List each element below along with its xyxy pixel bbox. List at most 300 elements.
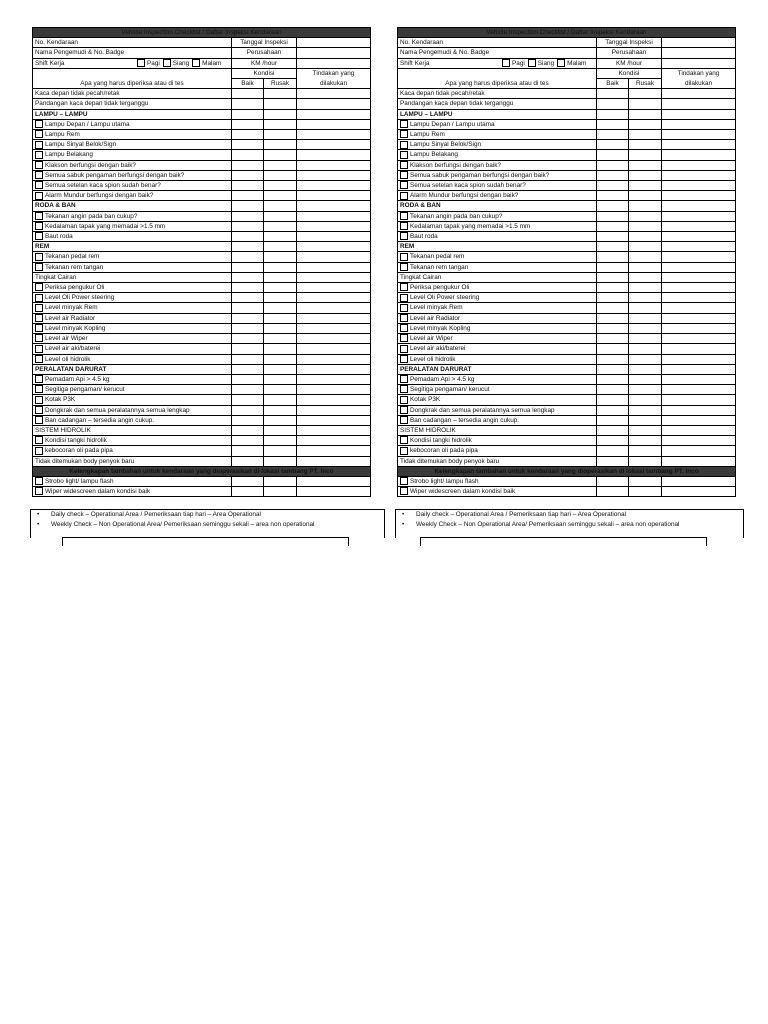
action-cell[interactable] [662, 415, 736, 425]
condition-damaged-cell[interactable] [264, 272, 297, 282]
action-cell[interactable] [662, 446, 736, 456]
action-cell[interactable] [297, 385, 371, 395]
action-cell[interactable] [662, 109, 736, 119]
condition-damaged-cell[interactable] [629, 354, 662, 364]
condition-good-cell[interactable] [232, 181, 264, 191]
checkbox-icon[interactable] [35, 436, 43, 444]
action-cell[interactable] [662, 191, 736, 201]
condition-damaged-cell[interactable] [264, 293, 297, 303]
checkbox-icon[interactable] [502, 59, 510, 67]
action-cell[interactable] [662, 211, 736, 221]
checkbox-icon[interactable] [35, 385, 43, 393]
condition-good-cell[interactable] [597, 89, 629, 99]
condition-damaged-cell[interactable] [264, 344, 297, 354]
condition-good-cell[interactable] [232, 425, 264, 435]
checkbox-icon[interactable] [35, 263, 43, 271]
action-cell[interactable] [297, 130, 371, 140]
checkbox-icon[interactable] [400, 212, 408, 220]
checkbox-icon[interactable] [400, 263, 408, 271]
checkbox-icon[interactable] [35, 447, 43, 455]
action-cell[interactable] [297, 242, 371, 252]
checkbox-icon[interactable] [400, 314, 408, 322]
condition-good-cell[interactable] [232, 303, 264, 313]
checkbox-icon[interactable] [35, 294, 43, 302]
condition-good-cell[interactable] [232, 476, 264, 486]
condition-damaged-cell[interactable] [629, 313, 662, 323]
condition-damaged-cell[interactable] [264, 99, 297, 109]
condition-good-cell[interactable] [232, 221, 264, 231]
shift-option-pagi[interactable] [137, 59, 163, 68]
action-cell[interactable] [297, 160, 371, 170]
condition-good-cell[interactable] [232, 374, 264, 384]
action-cell[interactable] [662, 181, 736, 191]
condition-good-cell[interactable] [232, 170, 264, 180]
action-cell[interactable] [297, 211, 371, 221]
checkbox-icon[interactable] [400, 334, 408, 342]
km-field[interactable] [297, 58, 371, 68]
condition-damaged-cell[interactable] [264, 436, 297, 446]
condition-damaged-cell[interactable] [264, 232, 297, 242]
condition-good-cell[interactable] [597, 191, 629, 201]
checkbox-icon[interactable] [557, 59, 565, 67]
action-cell[interactable] [662, 262, 736, 272]
shift-option-siang[interactable] [163, 59, 192, 68]
checkbox-icon[interactable] [35, 477, 43, 485]
checkbox-icon[interactable] [35, 416, 43, 424]
condition-damaged-cell[interactable] [629, 232, 662, 242]
action-cell[interactable] [662, 221, 736, 231]
checkbox-icon[interactable] [35, 253, 43, 261]
condition-good-cell[interactable] [232, 323, 264, 333]
condition-damaged-cell[interactable] [264, 395, 297, 405]
checkbox-icon[interactable] [35, 487, 43, 495]
action-cell[interactable] [297, 252, 371, 262]
condition-good-cell[interactable] [597, 476, 629, 486]
condition-damaged-cell[interactable] [264, 323, 297, 333]
condition-good-cell[interactable] [597, 395, 629, 405]
condition-damaged-cell[interactable] [264, 262, 297, 272]
condition-damaged-cell[interactable] [629, 201, 662, 211]
condition-damaged-cell[interactable] [629, 456, 662, 466]
checkbox-icon[interactable] [35, 324, 43, 332]
condition-damaged-cell[interactable] [264, 415, 297, 425]
condition-damaged-cell[interactable] [629, 150, 662, 160]
action-cell[interactable] [297, 170, 371, 180]
action-cell[interactable] [297, 99, 371, 109]
checkbox-icon[interactable] [35, 304, 43, 312]
action-cell[interactable] [662, 242, 736, 252]
checkbox-icon[interactable] [35, 171, 43, 179]
condition-damaged-cell[interactable] [264, 109, 297, 119]
condition-good-cell[interactable] [597, 232, 629, 242]
condition-good-cell[interactable] [597, 436, 629, 446]
shift-option-malam[interactable] [192, 59, 224, 68]
action-cell[interactable] [297, 415, 371, 425]
checkbox-icon[interactable] [400, 385, 408, 393]
action-cell[interactable] [297, 405, 371, 415]
condition-damaged-cell[interactable] [629, 283, 662, 293]
condition-good-cell[interactable] [232, 191, 264, 201]
checkbox-icon[interactable] [400, 141, 408, 149]
condition-good-cell[interactable] [597, 303, 629, 313]
condition-good-cell[interactable] [597, 160, 629, 170]
condition-damaged-cell[interactable] [629, 242, 662, 252]
company-field[interactable] [662, 48, 736, 58]
action-cell[interactable] [297, 476, 371, 486]
condition-damaged-cell[interactable] [264, 334, 297, 344]
condition-damaged-cell[interactable] [629, 476, 662, 486]
condition-damaged-cell[interactable] [629, 221, 662, 231]
action-cell[interactable] [297, 354, 371, 364]
condition-good-cell[interactable] [232, 160, 264, 170]
action-cell[interactable] [297, 293, 371, 303]
condition-good-cell[interactable] [232, 334, 264, 344]
condition-damaged-cell[interactable] [264, 211, 297, 221]
condition-damaged-cell[interactable] [264, 181, 297, 191]
condition-good-cell[interactable] [597, 323, 629, 333]
action-cell[interactable] [662, 323, 736, 333]
condition-damaged-cell[interactable] [264, 150, 297, 160]
action-cell[interactable] [662, 201, 736, 211]
inspection-date-field[interactable] [297, 38, 371, 48]
condition-damaged-cell[interactable] [629, 140, 662, 150]
condition-good-cell[interactable] [597, 313, 629, 323]
condition-damaged-cell[interactable] [264, 89, 297, 99]
condition-damaged-cell[interactable] [264, 242, 297, 252]
condition-damaged-cell[interactable] [629, 99, 662, 109]
condition-good-cell[interactable] [597, 344, 629, 354]
action-cell[interactable] [297, 425, 371, 435]
shift-option-pagi[interactable] [502, 59, 528, 68]
checkbox-icon[interactable] [35, 141, 43, 149]
action-cell[interactable] [662, 303, 736, 313]
checkbox-icon[interactable] [35, 181, 43, 189]
checkbox-icon[interactable] [400, 487, 408, 495]
condition-damaged-cell[interactable] [264, 405, 297, 415]
checkbox-icon[interactable] [35, 232, 43, 240]
condition-good-cell[interactable] [597, 354, 629, 364]
condition-good-cell[interactable] [597, 242, 629, 252]
condition-damaged-cell[interactable] [264, 425, 297, 435]
action-cell[interactable] [662, 456, 736, 466]
action-cell[interactable] [662, 344, 736, 354]
action-cell[interactable] [662, 313, 736, 323]
condition-good-cell[interactable] [597, 364, 629, 374]
condition-damaged-cell[interactable] [264, 487, 297, 497]
condition-good-cell[interactable] [232, 150, 264, 160]
km-field[interactable] [662, 58, 736, 68]
checkbox-icon[interactable] [35, 212, 43, 220]
condition-damaged-cell[interactable] [629, 487, 662, 497]
checkbox-icon[interactable] [400, 232, 408, 240]
condition-damaged-cell[interactable] [629, 252, 662, 262]
condition-good-cell[interactable] [597, 487, 629, 497]
condition-damaged-cell[interactable] [264, 374, 297, 384]
condition-good-cell[interactable] [597, 252, 629, 262]
action-cell[interactable] [662, 130, 736, 140]
condition-good-cell[interactable] [232, 201, 264, 211]
checkbox-icon[interactable] [400, 171, 408, 179]
condition-damaged-cell[interactable] [264, 140, 297, 150]
action-cell[interactable] [297, 313, 371, 323]
action-cell[interactable] [662, 272, 736, 282]
action-cell[interactable] [662, 425, 736, 435]
condition-good-cell[interactable] [232, 313, 264, 323]
checkbox-icon[interactable] [35, 375, 43, 383]
condition-damaged-cell[interactable] [629, 170, 662, 180]
checkbox-icon[interactable] [35, 334, 43, 342]
checkbox-icon[interactable] [35, 396, 43, 404]
condition-good-cell[interactable] [232, 272, 264, 282]
condition-damaged-cell[interactable] [264, 191, 297, 201]
action-cell[interactable] [662, 150, 736, 160]
condition-good-cell[interactable] [597, 181, 629, 191]
checkbox-icon[interactable] [400, 304, 408, 312]
condition-good-cell[interactable] [597, 334, 629, 344]
condition-damaged-cell[interactable] [264, 354, 297, 364]
checkbox-icon[interactable] [35, 151, 43, 159]
checkbox-icon[interactable] [35, 130, 43, 138]
condition-good-cell[interactable] [597, 201, 629, 211]
condition-damaged-cell[interactable] [264, 456, 297, 466]
company-field[interactable] [297, 48, 371, 58]
action-cell[interactable] [297, 201, 371, 211]
condition-good-cell[interactable] [597, 130, 629, 140]
condition-damaged-cell[interactable] [629, 344, 662, 354]
condition-good-cell[interactable] [597, 293, 629, 303]
action-cell[interactable] [297, 374, 371, 384]
action-cell[interactable] [662, 436, 736, 446]
condition-good-cell[interactable] [232, 385, 264, 395]
checkbox-icon[interactable] [35, 161, 43, 169]
shift-option-malam[interactable] [557, 59, 589, 68]
condition-good-cell[interactable] [232, 99, 264, 109]
condition-damaged-cell[interactable] [264, 130, 297, 140]
action-cell[interactable] [662, 364, 736, 374]
condition-good-cell[interactable] [232, 109, 264, 119]
action-cell[interactable] [662, 374, 736, 384]
action-cell[interactable] [662, 89, 736, 99]
condition-good-cell[interactable] [597, 272, 629, 282]
condition-good-cell[interactable] [232, 293, 264, 303]
condition-good-cell[interactable] [232, 395, 264, 405]
condition-good-cell[interactable] [232, 446, 264, 456]
condition-damaged-cell[interactable] [264, 160, 297, 170]
action-cell[interactable] [297, 89, 371, 99]
condition-good-cell[interactable] [232, 344, 264, 354]
condition-good-cell[interactable] [232, 262, 264, 272]
action-cell[interactable] [297, 191, 371, 201]
condition-damaged-cell[interactable] [264, 385, 297, 395]
action-cell[interactable] [297, 323, 371, 333]
condition-good-cell[interactable] [597, 405, 629, 415]
condition-damaged-cell[interactable] [264, 170, 297, 180]
checkbox-icon[interactable] [400, 396, 408, 404]
action-cell[interactable] [297, 119, 371, 129]
condition-good-cell[interactable] [232, 283, 264, 293]
action-cell[interactable] [297, 232, 371, 242]
checkbox-icon[interactable] [400, 130, 408, 138]
action-cell[interactable] [297, 262, 371, 272]
checkbox-icon[interactable] [35, 314, 43, 322]
condition-damaged-cell[interactable] [264, 252, 297, 262]
checkbox-icon[interactable] [400, 436, 408, 444]
checkbox-icon[interactable] [400, 406, 408, 414]
checkbox-icon[interactable] [400, 253, 408, 261]
condition-good-cell[interactable] [232, 364, 264, 374]
checkbox-icon[interactable] [163, 59, 171, 67]
condition-damaged-cell[interactable] [629, 109, 662, 119]
action-cell[interactable] [662, 99, 736, 109]
action-cell[interactable] [297, 181, 371, 191]
action-cell[interactable] [297, 364, 371, 374]
checkbox-icon[interactable] [400, 355, 408, 363]
action-cell[interactable] [297, 272, 371, 282]
checkbox-icon[interactable] [400, 120, 408, 128]
condition-damaged-cell[interactable] [629, 191, 662, 201]
checkbox-icon[interactable] [35, 355, 43, 363]
condition-good-cell[interactable] [232, 252, 264, 262]
checkbox-icon[interactable] [35, 345, 43, 353]
checkbox-icon[interactable] [400, 447, 408, 455]
action-cell[interactable] [297, 283, 371, 293]
checkbox-icon[interactable] [400, 222, 408, 230]
condition-good-cell[interactable] [232, 140, 264, 150]
checkbox-icon[interactable] [400, 416, 408, 424]
action-cell[interactable] [297, 303, 371, 313]
condition-damaged-cell[interactable] [629, 405, 662, 415]
checkbox-icon[interactable] [400, 283, 408, 291]
action-cell[interactable] [662, 119, 736, 129]
checkbox-icon[interactable] [192, 59, 200, 67]
condition-damaged-cell[interactable] [629, 364, 662, 374]
condition-damaged-cell[interactable] [629, 160, 662, 170]
condition-damaged-cell[interactable] [264, 446, 297, 456]
condition-damaged-cell[interactable] [629, 436, 662, 446]
checkbox-icon[interactable] [35, 192, 43, 200]
condition-good-cell[interactable] [597, 425, 629, 435]
condition-good-cell[interactable] [597, 374, 629, 384]
condition-damaged-cell[interactable] [629, 262, 662, 272]
condition-good-cell[interactable] [232, 405, 264, 415]
condition-good-cell[interactable] [597, 140, 629, 150]
action-cell[interactable] [662, 232, 736, 242]
condition-good-cell[interactable] [232, 415, 264, 425]
action-cell[interactable] [662, 334, 736, 344]
action-cell[interactable] [662, 395, 736, 405]
action-cell[interactable] [662, 170, 736, 180]
condition-good-cell[interactable] [597, 262, 629, 272]
action-cell[interactable] [297, 221, 371, 231]
action-cell[interactable] [662, 487, 736, 497]
checkbox-icon[interactable] [35, 406, 43, 414]
action-cell[interactable] [297, 395, 371, 405]
action-cell[interactable] [662, 283, 736, 293]
checkbox-icon[interactable] [400, 324, 408, 332]
condition-good-cell[interactable] [597, 385, 629, 395]
action-cell[interactable] [662, 293, 736, 303]
checkbox-icon[interactable] [400, 294, 408, 302]
condition-damaged-cell[interactable] [629, 446, 662, 456]
condition-good-cell[interactable] [232, 211, 264, 221]
action-cell[interactable] [297, 456, 371, 466]
condition-damaged-cell[interactable] [264, 201, 297, 211]
condition-good-cell[interactable] [232, 242, 264, 252]
checkbox-icon[interactable] [400, 477, 408, 485]
action-cell[interactable] [297, 140, 371, 150]
condition-damaged-cell[interactable] [264, 476, 297, 486]
condition-damaged-cell[interactable] [264, 303, 297, 313]
condition-damaged-cell[interactable] [629, 415, 662, 425]
condition-damaged-cell[interactable] [629, 181, 662, 191]
condition-damaged-cell[interactable] [629, 119, 662, 129]
condition-good-cell[interactable] [232, 487, 264, 497]
condition-damaged-cell[interactable] [629, 395, 662, 405]
action-cell[interactable] [662, 354, 736, 364]
checkbox-icon[interactable] [35, 283, 43, 291]
condition-damaged-cell[interactable] [264, 364, 297, 374]
condition-damaged-cell[interactable] [629, 425, 662, 435]
condition-damaged-cell[interactable] [629, 303, 662, 313]
action-cell[interactable] [297, 436, 371, 446]
condition-damaged-cell[interactable] [629, 334, 662, 344]
checkbox-icon[interactable] [400, 181, 408, 189]
condition-good-cell[interactable] [597, 109, 629, 119]
action-cell[interactable] [662, 160, 736, 170]
condition-damaged-cell[interactable] [629, 89, 662, 99]
checkbox-icon[interactable] [400, 375, 408, 383]
shift-option-siang[interactable] [528, 59, 557, 68]
condition-good-cell[interactable] [597, 415, 629, 425]
checkbox-icon[interactable] [137, 59, 145, 67]
checkbox-icon[interactable] [528, 59, 536, 67]
condition-good-cell[interactable] [232, 456, 264, 466]
condition-good-cell[interactable] [232, 119, 264, 129]
condition-good-cell[interactable] [232, 232, 264, 242]
checkbox-icon[interactable] [400, 151, 408, 159]
condition-good-cell[interactable] [597, 211, 629, 221]
checkbox-icon[interactable] [400, 161, 408, 169]
action-cell[interactable] [662, 252, 736, 262]
condition-good-cell[interactable] [597, 446, 629, 456]
action-cell[interactable] [662, 140, 736, 150]
inspection-date-field[interactable] [662, 38, 736, 48]
action-cell[interactable] [297, 150, 371, 160]
action-cell[interactable] [662, 405, 736, 415]
checkbox-icon[interactable] [400, 192, 408, 200]
condition-good-cell[interactable] [232, 130, 264, 140]
condition-damaged-cell[interactable] [629, 130, 662, 140]
condition-damaged-cell[interactable] [264, 283, 297, 293]
checkbox-icon[interactable] [35, 120, 43, 128]
condition-good-cell[interactable] [597, 150, 629, 160]
action-cell[interactable] [297, 334, 371, 344]
condition-damaged-cell[interactable] [629, 211, 662, 221]
condition-good-cell[interactable] [232, 354, 264, 364]
checkbox-icon[interactable] [400, 345, 408, 353]
condition-damaged-cell[interactable] [629, 323, 662, 333]
condition-damaged-cell[interactable] [264, 119, 297, 129]
condition-damaged-cell[interactable] [264, 313, 297, 323]
condition-damaged-cell[interactable] [629, 293, 662, 303]
action-cell[interactable] [662, 385, 736, 395]
condition-damaged-cell[interactable] [629, 385, 662, 395]
action-cell[interactable] [662, 476, 736, 486]
condition-good-cell[interactable] [232, 89, 264, 99]
condition-damaged-cell[interactable] [629, 272, 662, 282]
condition-damaged-cell[interactable] [264, 221, 297, 231]
condition-good-cell[interactable] [597, 119, 629, 129]
